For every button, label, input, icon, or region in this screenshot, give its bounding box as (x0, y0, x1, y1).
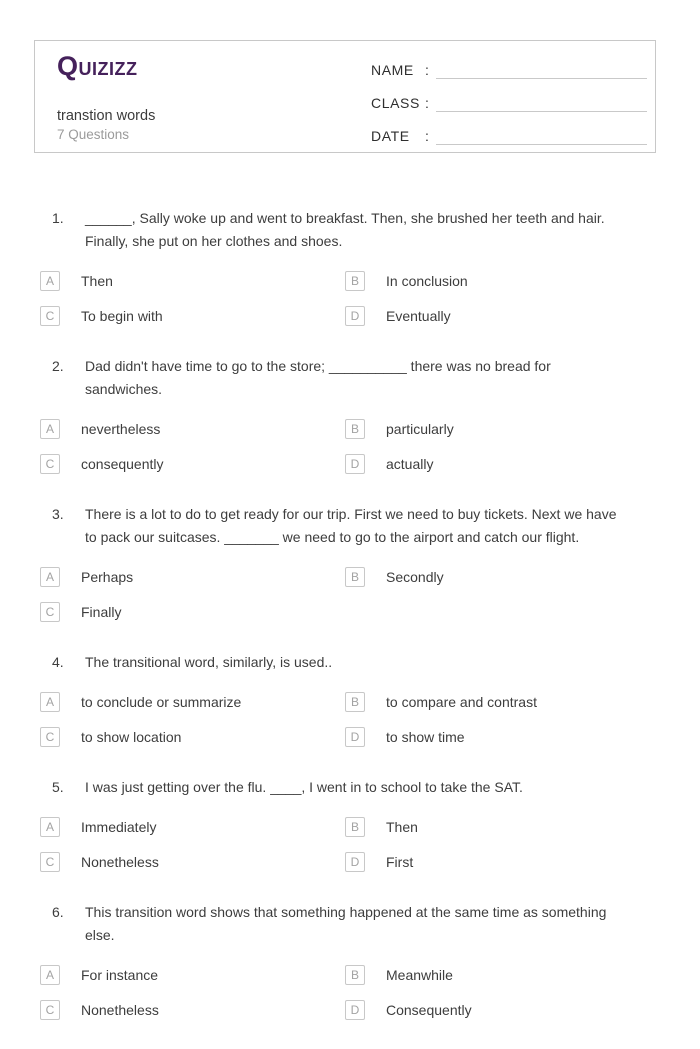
option-letter-box[interactable]: B (345, 419, 365, 439)
question-1-option-a[interactable] (34, 271, 345, 291)
option-letter-box[interactable]: B (345, 817, 365, 837)
class-label: CLASS (371, 95, 420, 111)
question-6-option-a[interactable] (34, 965, 345, 985)
option-text: actually (386, 456, 434, 472)
question-5-option-b[interactable] (345, 817, 656, 837)
option-text: consequently (81, 456, 164, 472)
question-4-option-a[interactable] (34, 692, 345, 712)
question-6-head (34, 901, 656, 947)
question-text: I was just getting over the flu. ____, I went in to school to take the SAT. (85, 779, 523, 795)
option-letter-box[interactable]: C (40, 602, 60, 622)
option-letter-box[interactable]: D (345, 852, 365, 872)
question-6-option-d[interactable] (345, 1000, 656, 1020)
question-3-option-b[interactable] (345, 567, 656, 587)
option-text: Then (81, 273, 113, 289)
option-text: Meanwhile (386, 967, 453, 983)
quiz-title-block (57, 107, 155, 143)
quizizz-logo (57, 53, 138, 80)
name-input-line[interactable] (436, 59, 647, 79)
option-text: For instance (81, 967, 159, 983)
question-4-option-d[interactable] (345, 727, 656, 747)
date-input-line[interactable] (436, 125, 647, 145)
option-letter-box[interactable]: C (40, 454, 60, 474)
option-letter-box[interactable]: D (345, 306, 365, 326)
date-field-row (371, 119, 647, 145)
option-letter-box[interactable]: D (345, 454, 365, 474)
question-number: 1. (52, 210, 64, 226)
option-letter-box[interactable]: A (40, 419, 60, 439)
option-letter-box[interactable]: A (40, 692, 60, 712)
quiz-title: transtion words (57, 108, 156, 124)
option-text: Nonetheless (81, 1002, 159, 1018)
option-letter-box[interactable]: A (40, 271, 60, 291)
option-text: Eventually (386, 308, 451, 324)
question-5-head (34, 776, 656, 799)
question-text: ______, Sally woke up and went to breakfast. Then, she brushed her teeth and hair. Finally, she put on her clothes and shoes. (85, 210, 605, 249)
class-field-row (371, 86, 647, 112)
question-6 (34, 901, 656, 1035)
worksheet-header (34, 40, 656, 153)
question-5-option-d[interactable] (345, 852, 656, 872)
question-1 (34, 207, 656, 341)
option-letter-box[interactable]: B (345, 692, 365, 712)
option-letter-box[interactable]: A (40, 965, 60, 985)
option-letter-box[interactable]: C (40, 727, 60, 747)
question-6-option-b[interactable] (345, 965, 656, 985)
question-text: The transitional word, similarly, is used.. (85, 654, 333, 670)
question-2 (34, 355, 656, 489)
question-4-options (34, 692, 656, 762)
question-1-options (34, 271, 656, 341)
option-letter-box[interactable]: D (345, 727, 365, 747)
question-text: There is a lot to do to get ready for our trip. First we need to buy tickets. Next we have to pack our suitcases. _______ we need to go to the airport and catch our flight. (85, 506, 617, 545)
option-text: to conclude or summarize (81, 694, 242, 710)
option-text: Secondly (386, 569, 444, 585)
question-4-option-c[interactable] (34, 727, 345, 747)
question-6-option-c[interactable] (34, 1000, 345, 1020)
question-4 (34, 651, 656, 762)
option-letter-box[interactable]: C (40, 306, 60, 326)
question-number: 4. (52, 654, 64, 670)
question-4-head (34, 651, 656, 674)
option-text: particularly (386, 421, 454, 437)
quizizz-logo-text: UIZIZZ (78, 59, 138, 79)
question-6-options (34, 965, 656, 1035)
question-5-option-a[interactable] (34, 817, 345, 837)
name-colon: : (425, 62, 429, 78)
option-text: to show location (81, 729, 182, 745)
question-count: 7 Questions (57, 127, 130, 142)
option-letter-box[interactable]: C (40, 852, 60, 872)
question-3-options (34, 567, 656, 637)
option-text: In conclusion (386, 273, 468, 289)
question-text: This transition word shows that something happened at the same time as something else. (85, 904, 607, 943)
option-letter-box[interactable]: B (345, 567, 365, 587)
question-number: 6. (52, 904, 64, 920)
option-text: to show time (386, 729, 465, 745)
question-2-option-b[interactable] (345, 419, 656, 439)
question-1-option-c[interactable] (34, 306, 345, 326)
question-1-option-d[interactable] (345, 306, 656, 326)
option-letter-box[interactable]: C (40, 1000, 60, 1020)
question-number: 3. (52, 506, 64, 522)
option-letter-box[interactable]: D (345, 1000, 365, 1020)
option-letter-box[interactable]: B (345, 965, 365, 985)
quizizz-logo-q: Q (57, 51, 79, 81)
class-input-line[interactable] (436, 92, 647, 112)
question-3-head (34, 503, 656, 549)
option-text: Then (386, 819, 418, 835)
student-fields (371, 53, 647, 152)
question-4-option-b[interactable] (345, 692, 656, 712)
question-2-option-d[interactable] (345, 454, 656, 474)
option-letter-box[interactable]: A (40, 567, 60, 587)
class-colon: : (425, 95, 429, 111)
question-1-option-b[interactable] (345, 271, 656, 291)
option-text: Immediately (81, 819, 157, 835)
question-5-option-c[interactable] (34, 852, 345, 872)
option-text: First (386, 854, 414, 870)
option-text: Consequently (386, 1002, 472, 1018)
question-text: Dad didn't have time to go to the store; __________ there was no bread for sandwiches. (85, 358, 551, 397)
option-text: to compare and contrast (386, 694, 537, 710)
date-label: DATE (371, 128, 410, 144)
option-letter-box[interactable]: A (40, 817, 60, 837)
question-1-head (34, 207, 656, 253)
option-text: nevertheless (81, 421, 161, 437)
name-label: NAME (371, 62, 414, 78)
option-text: Finally (81, 604, 122, 620)
question-number: 5. (52, 779, 64, 795)
question-5 (34, 776, 656, 887)
question-3-option-a[interactable] (34, 567, 345, 587)
question-3 (34, 503, 656, 637)
option-text: To begin with (81, 308, 163, 324)
question-2-option-c[interactable] (34, 454, 345, 474)
question-2-head (34, 355, 656, 401)
question-number: 2. (52, 358, 64, 374)
question-3-option-c[interactable] (34, 602, 345, 622)
question-5-options (34, 817, 656, 887)
question-2-options (34, 419, 656, 489)
option-text: Perhaps (81, 569, 134, 585)
option-text: Nonetheless (81, 854, 159, 870)
option-letter-box[interactable]: B (345, 271, 365, 291)
question-2-option-a[interactable] (34, 419, 345, 439)
name-field-row (371, 53, 647, 79)
question-list (34, 207, 656, 1049)
date-colon: : (425, 128, 429, 144)
